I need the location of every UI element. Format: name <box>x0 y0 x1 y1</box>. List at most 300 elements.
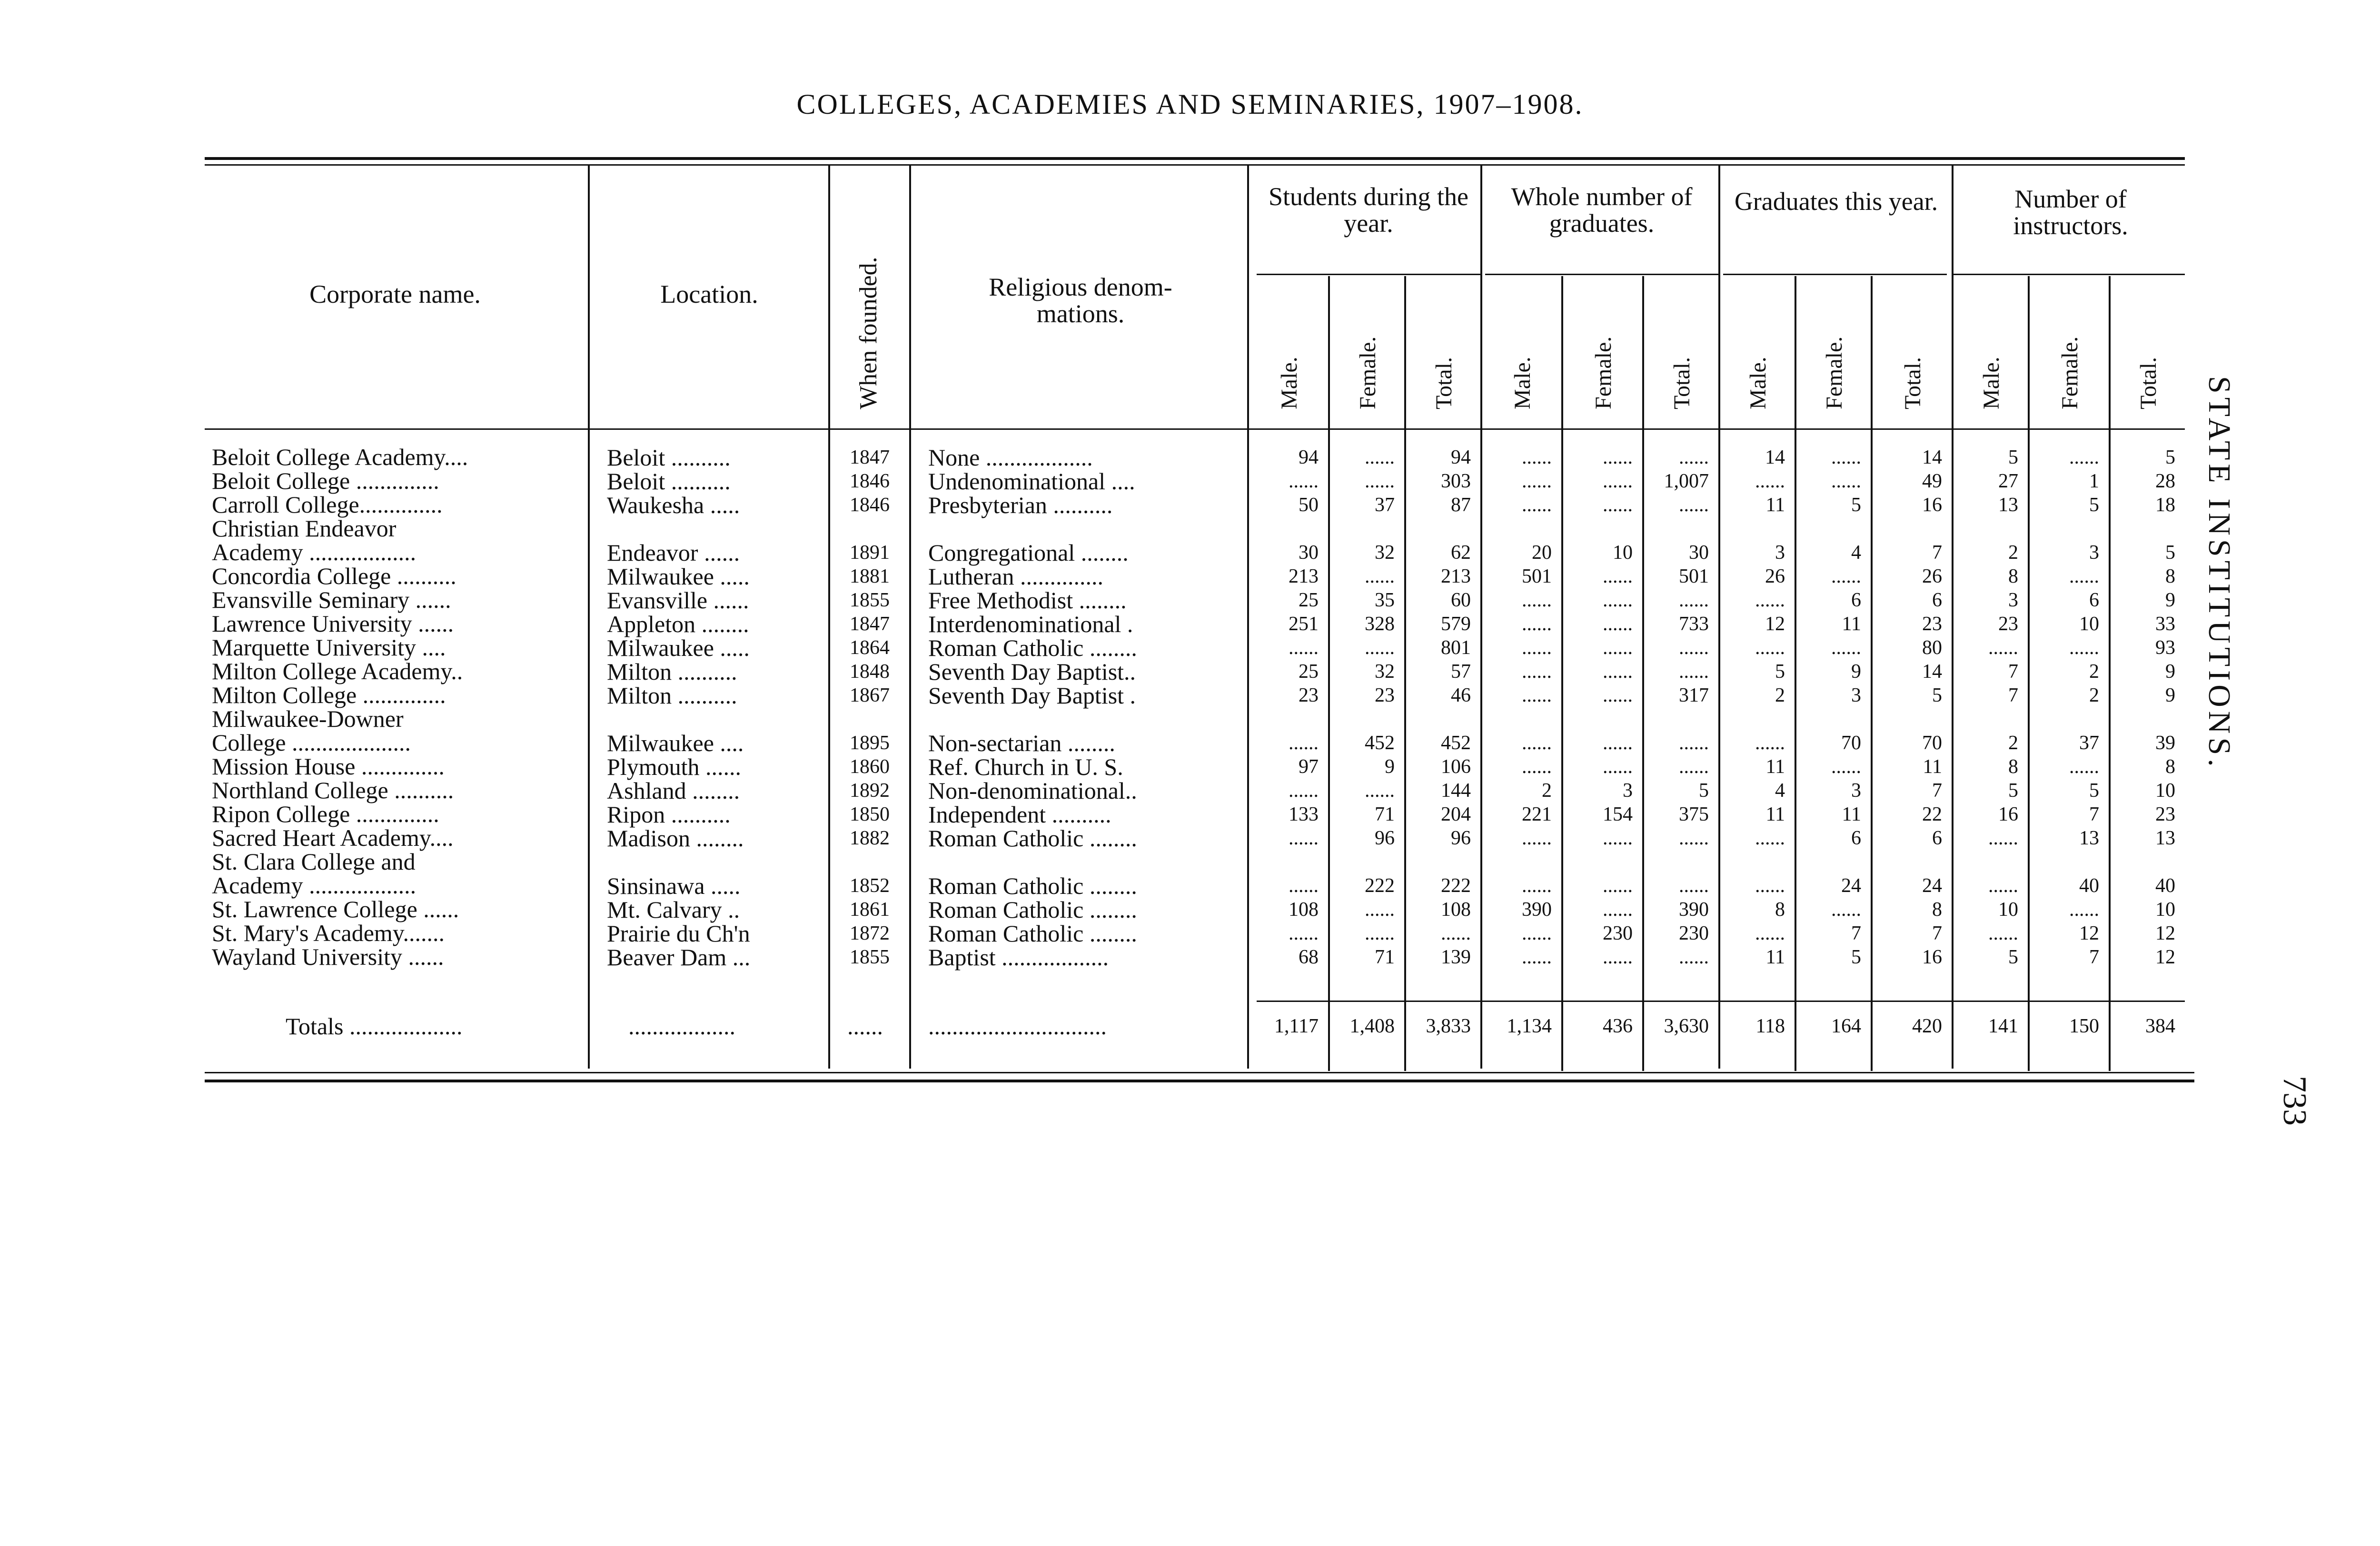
value-cell: 7 <box>2008 684 2018 706</box>
subheader-female: Female. <box>1591 336 1616 409</box>
denomination-cell: Presbyterian .......... <box>928 492 1113 518</box>
value-cell: 50 <box>1299 494 1319 516</box>
corporate-name-cell: Sacred Heart Academy.... <box>212 824 454 851</box>
value-cell: ...... <box>1755 827 1785 849</box>
denomination-cell: Undenominational .... <box>928 468 1135 495</box>
value-cell: ...... <box>1679 494 1709 516</box>
corporate-name-cell: Concordia College .......... <box>212 563 456 589</box>
value-cell: 251 <box>1289 613 1319 635</box>
value-cell: 1,007 <box>1664 470 1709 492</box>
value-cell: 7 <box>1932 922 1942 944</box>
location-cell: Ashland ........ <box>607 777 740 804</box>
corporate-name-cell: Beloit College Academy.... <box>212 444 468 470</box>
value-cell: ...... <box>1603 756 1633 778</box>
value-cell: 213 <box>1441 565 1471 587</box>
value-cell: 32 <box>1375 542 1395 564</box>
value-cell: ...... <box>1603 613 1633 635</box>
founded-cell: 1891 <box>850 542 890 564</box>
corporate-name-cell: St. Mary's Academy....... <box>212 920 445 946</box>
value-cell: 27 <box>1998 470 2018 492</box>
totals-denomination: .............................. <box>928 1013 1107 1040</box>
value-cell: ...... <box>1603 899 1633 921</box>
value-cell: ...... <box>1603 684 1633 706</box>
corporate-name-cell: Milton College Academy.. <box>212 658 463 684</box>
denomination-cell: Roman Catholic ........ <box>928 896 1137 923</box>
value-cell: 46 <box>1451 684 1471 706</box>
value-cell: 108 <box>1441 899 1471 921</box>
header-location: Location. <box>660 280 758 308</box>
value-cell: 57 <box>1451 661 1471 683</box>
value-cell: 5 <box>2008 446 2018 468</box>
denomination-cell: Ref. Church in U. S. <box>928 753 1123 780</box>
header-religious: Religious denom- mations. <box>989 273 1172 328</box>
value-cell: 11 <box>1765 756 1785 778</box>
denomination-cell: Roman Catholic ........ <box>928 920 1137 947</box>
value-cell: ...... <box>1441 922 1471 944</box>
value-cell: 5 <box>2165 542 2175 564</box>
value-cell: 37 <box>1375 494 1395 516</box>
value-cell: 12 <box>2155 922 2175 944</box>
founded-cell: 1867 <box>850 684 890 706</box>
corporate-name-cell: Milton College .............. <box>212 682 446 708</box>
value-cell: 7 <box>2008 661 2018 683</box>
header-graduates-group: Graduates this year. <box>1734 187 1938 216</box>
value-cell: 96 <box>1375 827 1395 849</box>
value-cell: ...... <box>1988 827 2018 849</box>
value-cell: 1 <box>2089 470 2099 492</box>
value-cell: 93 <box>2155 637 2175 659</box>
value-cell: 97 <box>1299 756 1319 778</box>
value-cell: 328 <box>1365 613 1395 635</box>
value-cell: ...... <box>2069 565 2099 587</box>
location-cell: Mt. Calvary .. <box>607 896 740 923</box>
corporate-name-cell: Milwaukee-Downer College .................... <box>212 705 411 756</box>
value-cell: ...... <box>1522 922 1552 944</box>
value-cell: 375 <box>1679 803 1709 825</box>
value-cell: ...... <box>2069 637 2099 659</box>
founded-cell: 1872 <box>850 922 890 944</box>
value-cell: ...... <box>1365 565 1395 587</box>
value-cell: ...... <box>1988 922 2018 944</box>
value-cell: 30 <box>1689 542 1709 564</box>
value-cell: 22 <box>1922 803 1942 825</box>
value-cell: 9 <box>2165 589 2175 611</box>
value-cell: ...... <box>1289 470 1319 492</box>
value-cell: 3 <box>1775 542 1785 564</box>
value-cell: ...... <box>1289 637 1319 659</box>
subheader-total: Total. <box>1669 357 1695 409</box>
value-cell: ...... <box>1755 875 1785 897</box>
value-cell: ...... <box>1988 875 2018 897</box>
value-cell: ...... <box>1831 446 1861 468</box>
total-value-cell: 3,833 <box>1426 1015 1471 1037</box>
founded-cell: 1892 <box>850 780 890 802</box>
founded-cell: 1846 <box>850 470 890 492</box>
value-cell: 16 <box>1922 946 1942 968</box>
total-value-cell: 1,117 <box>1274 1015 1319 1037</box>
subheader-male: Male. <box>1979 357 2004 409</box>
value-cell: ...... <box>1831 470 1861 492</box>
value-cell: 11 <box>1765 494 1785 516</box>
total-value-cell: 436 <box>1603 1015 1633 1037</box>
value-cell: 6 <box>1932 827 1942 849</box>
value-cell: 106 <box>1441 756 1471 778</box>
location-cell: Endeavor ...... <box>607 539 740 566</box>
founded-cell: 1855 <box>850 589 890 611</box>
value-cell: ...... <box>1522 756 1552 778</box>
value-cell: ...... <box>1365 637 1395 659</box>
location-cell: Milton .......... <box>607 682 737 709</box>
value-cell: 32 <box>1375 661 1395 683</box>
location-cell: Waukesha ..... <box>607 492 740 518</box>
value-cell: 733 <box>1679 613 1709 635</box>
value-cell: 501 <box>1522 565 1552 587</box>
value-cell: ...... <box>1365 470 1395 492</box>
value-cell: ...... <box>1679 661 1709 683</box>
value-cell: 5 <box>1851 494 1861 516</box>
value-cell: 70 <box>1841 732 1861 754</box>
value-cell: ...... <box>1755 637 1785 659</box>
value-cell: ...... <box>1603 946 1633 968</box>
header-bottom-rule <box>205 428 2185 430</box>
value-cell: ...... <box>1522 470 1552 492</box>
value-cell: 4 <box>1775 780 1785 802</box>
value-cell: ...... <box>1831 899 1861 921</box>
location-cell: Evansville ...... <box>607 587 749 614</box>
value-cell: ...... <box>1365 922 1395 944</box>
value-cell: 23 <box>1922 613 1942 635</box>
value-cell: 144 <box>1441 780 1471 802</box>
value-cell: 71 <box>1375 803 1395 825</box>
value-cell: ...... <box>1289 827 1319 849</box>
total-value-cell: 1,408 <box>1349 1015 1395 1037</box>
value-cell: 68 <box>1299 946 1319 968</box>
value-cell: 11 <box>1842 803 1861 825</box>
founded-cell: 1846 <box>850 494 890 516</box>
value-cell: ...... <box>1522 946 1552 968</box>
value-cell: 12 <box>2155 946 2175 968</box>
location-cell: Appleton ........ <box>607 611 749 637</box>
subheader-female: Female. <box>1355 336 1380 409</box>
corporate-name-cell: Lawrence University ...... <box>212 610 454 637</box>
denomination-cell: Free Methodist ........ <box>928 587 1127 614</box>
value-cell: 23 <box>1375 684 1395 706</box>
value-cell: 2 <box>2089 661 2099 683</box>
value-cell: ...... <box>1522 875 1552 897</box>
value-cell: 40 <box>2155 875 2175 897</box>
group-rule-instructors <box>1952 274 2185 275</box>
value-cell: 7 <box>1932 780 1942 802</box>
value-cell: 35 <box>1375 589 1395 611</box>
value-cell: 26 <box>1922 565 1942 587</box>
header-whole-graduates-group: Whole number of graduates. <box>1511 182 1693 238</box>
subheader-male: Male. <box>1277 357 1302 409</box>
value-cell: 2 <box>2008 542 2018 564</box>
denomination-cell: Independent .......... <box>928 801 1111 828</box>
denomination-cell: Non-denominational.. <box>928 777 1137 804</box>
total-value-cell: 420 <box>1912 1015 1942 1037</box>
value-cell: 230 <box>1679 922 1709 944</box>
founded-cell: 1848 <box>850 661 890 683</box>
value-cell: 5 <box>2089 780 2099 802</box>
value-cell: 204 <box>1441 803 1471 825</box>
value-cell: 60 <box>1451 589 1471 611</box>
page-number: 733 <box>2276 1076 2313 1126</box>
value-cell: 5 <box>2008 780 2018 802</box>
founded-cell: 1855 <box>850 946 890 968</box>
value-cell: 30 <box>1299 542 1319 564</box>
value-cell: ...... <box>1522 661 1552 683</box>
value-cell: 222 <box>1441 875 1471 897</box>
value-cell: ...... <box>1755 470 1785 492</box>
value-cell: ...... <box>1679 946 1709 968</box>
founded-cell: 1864 <box>850 637 890 659</box>
page-title: COLLEGES, ACADEMIES AND SEMINARIES, 1907–1908. <box>796 89 1584 120</box>
value-cell: 25 <box>1299 661 1319 683</box>
value-cell: 12 <box>2079 922 2099 944</box>
value-cell: ...... <box>1679 446 1709 468</box>
founded-cell: 1847 <box>850 613 890 635</box>
location-cell: Beaver Dam ... <box>607 944 751 971</box>
value-cell: 80 <box>1922 637 1942 659</box>
value-cell: ...... <box>1831 565 1861 587</box>
location-cell: Beloit .......... <box>607 444 731 471</box>
col-divider <box>828 164 830 1069</box>
value-cell: 24 <box>1922 875 1942 897</box>
value-cell: 13 <box>1998 494 2018 516</box>
value-cell: 2 <box>2089 684 2099 706</box>
col-divider <box>588 164 590 1069</box>
denomination-cell: Roman Catholic ........ <box>928 872 1137 899</box>
subheader-total: Total. <box>1431 357 1457 409</box>
value-cell: ...... <box>1289 875 1319 897</box>
value-cell: ...... <box>1365 780 1395 802</box>
value-cell: 26 <box>1765 565 1785 587</box>
value-cell: 7 <box>2089 803 2099 825</box>
value-cell: 96 <box>1451 827 1471 849</box>
value-cell: ...... <box>1603 661 1633 683</box>
value-cell: 23 <box>2155 803 2175 825</box>
value-cell: 16 <box>1998 803 2018 825</box>
group-rule-students <box>1257 274 1480 275</box>
top-rule-thin <box>205 164 2185 166</box>
value-cell: 8 <box>2008 565 2018 587</box>
value-cell: 221 <box>1522 803 1552 825</box>
total-value-cell: 1,134 <box>1507 1015 1552 1037</box>
corporate-name-cell: St. Lawrence College ...... <box>212 896 459 922</box>
value-cell: ...... <box>1522 494 1552 516</box>
value-cell: ...... <box>1679 875 1709 897</box>
value-cell: 222 <box>1365 875 1395 897</box>
location-cell: Sinsinawa ..... <box>607 872 741 899</box>
value-cell: 6 <box>1932 589 1942 611</box>
value-cell: 213 <box>1289 565 1319 587</box>
value-cell: 5 <box>2165 446 2175 468</box>
value-cell: 5 <box>2089 494 2099 516</box>
bottom-rule-thick <box>205 1080 2194 1082</box>
value-cell: 25 <box>1299 589 1319 611</box>
value-cell: ...... <box>1289 780 1319 802</box>
denomination-cell: Non-sectarian ........ <box>928 730 1115 756</box>
value-cell: ...... <box>1522 637 1552 659</box>
value-cell: 37 <box>2079 732 2099 754</box>
location-cell: Milwaukee .... <box>607 730 744 756</box>
value-cell: 28 <box>2155 470 2175 492</box>
location-cell: Plymouth ...... <box>607 753 741 780</box>
value-cell: 801 <box>1441 637 1471 659</box>
value-cell: 390 <box>1522 899 1552 921</box>
corporate-name-cell: Mission House .............. <box>212 753 445 780</box>
value-cell: 452 <box>1365 732 1395 754</box>
value-cell: 5 <box>1775 661 1785 683</box>
corporate-name-cell: Beloit College .............. <box>212 467 439 494</box>
subheader-female: Female. <box>1822 336 1847 409</box>
location-cell: Milton .......... <box>607 658 737 685</box>
value-cell: 9 <box>1385 756 1395 778</box>
total-value-cell: 384 <box>2145 1015 2175 1037</box>
value-cell: 10 <box>1613 542 1633 564</box>
value-cell: ...... <box>1755 732 1785 754</box>
header-students-group: Students during the year. <box>1269 182 1468 238</box>
value-cell: 9 <box>2165 684 2175 706</box>
value-cell: ...... <box>1755 922 1785 944</box>
value-cell: ...... <box>1603 732 1633 754</box>
total-value-cell: 118 <box>1755 1015 1785 1037</box>
value-cell: ...... <box>1522 446 1552 468</box>
value-cell: ...... <box>1365 446 1395 468</box>
total-value-cell: 164 <box>1831 1015 1861 1037</box>
col-divider <box>909 164 911 1069</box>
value-cell: 14 <box>1922 661 1942 683</box>
denomination-cell: Seventh Day Baptist . <box>928 682 1136 709</box>
value-cell: ...... <box>1289 922 1319 944</box>
value-cell: 13 <box>2079 827 2099 849</box>
value-cell: 94 <box>1299 446 1319 468</box>
founded-cell: 1861 <box>850 899 890 921</box>
value-cell: 10 <box>2155 780 2175 802</box>
value-cell: ...... <box>1603 875 1633 897</box>
corporate-name-cell: Northland College .......... <box>212 777 454 803</box>
subheader-male: Male. <box>1745 357 1771 409</box>
value-cell: 94 <box>1451 446 1471 468</box>
value-cell: 62 <box>1451 542 1471 564</box>
value-cell: ...... <box>1522 732 1552 754</box>
value-cell: ...... <box>1289 732 1319 754</box>
corporate-name-cell: Wayland University ...... <box>212 943 444 970</box>
value-cell: ...... <box>2069 446 2099 468</box>
value-cell: 303 <box>1441 470 1471 492</box>
value-cell: ...... <box>1679 732 1709 754</box>
value-cell: 317 <box>1679 684 1709 706</box>
value-cell: 5 <box>1851 946 1861 968</box>
value-cell: ...... <box>1831 756 1861 778</box>
value-cell: 4 <box>1851 542 1861 564</box>
value-cell: ...... <box>1988 637 2018 659</box>
value-cell: 87 <box>1451 494 1471 516</box>
value-cell: 501 <box>1679 565 1709 587</box>
value-cell: 3 <box>1623 780 1633 802</box>
value-cell: 8 <box>2008 756 2018 778</box>
bottom-rule-thin <box>205 1072 2194 1073</box>
value-cell: 5 <box>2008 946 2018 968</box>
value-cell: ...... <box>1755 589 1785 611</box>
corporate-name-cell: Christian Endeavor Academy .................. <box>212 515 416 565</box>
value-cell: ...... <box>2069 756 2099 778</box>
value-cell: 10 <box>2155 899 2175 921</box>
value-cell: 5 <box>1932 684 1942 706</box>
value-cell: 9 <box>1851 661 1861 683</box>
value-cell: 3 <box>1851 780 1861 802</box>
value-cell: ...... <box>1679 637 1709 659</box>
header-when-founded: When founded. <box>855 257 882 409</box>
location-cell: Beloit .......... <box>607 468 731 495</box>
header-instructors-group: Number of instructors. <box>2013 185 2128 240</box>
value-cell: 6 <box>1851 827 1861 849</box>
value-cell: ...... <box>1522 684 1552 706</box>
value-cell: 139 <box>1441 946 1471 968</box>
value-cell: 24 <box>1841 875 1861 897</box>
founded-cell: 1852 <box>850 875 890 897</box>
value-cell: 3 <box>1851 684 1861 706</box>
value-cell: 10 <box>1998 899 2018 921</box>
total-value-cell: 141 <box>1988 1015 2018 1037</box>
value-cell: 7 <box>1932 542 1942 564</box>
value-cell: ...... <box>1522 613 1552 635</box>
value-cell: 33 <box>2155 613 2175 635</box>
value-cell: 108 <box>1289 899 1319 921</box>
value-cell: ...... <box>1679 827 1709 849</box>
value-cell: 13 <box>2155 827 2175 849</box>
subheader-female: Female. <box>2057 336 2082 409</box>
value-cell: 12 <box>1765 613 1785 635</box>
total-value-cell: 150 <box>2069 1015 2099 1037</box>
value-cell: 579 <box>1441 613 1471 635</box>
corporate-name-cell: St. Clara College and Academy .................. <box>212 848 416 899</box>
value-cell: ...... <box>1522 827 1552 849</box>
totals-label: Totals ................... <box>286 1013 463 1040</box>
value-cell: 14 <box>1765 446 1785 468</box>
value-cell: ...... <box>1679 756 1709 778</box>
value-cell: ...... <box>1603 565 1633 587</box>
value-cell: 9 <box>2165 661 2175 683</box>
totals-founded: ...... <box>847 1013 883 1040</box>
corporate-name-cell: Carroll College.............. <box>212 491 443 518</box>
value-cell: 14 <box>1922 446 1942 468</box>
value-cell: 11 <box>1923 756 1942 778</box>
value-cell: 16 <box>1922 494 1942 516</box>
denomination-cell: Interdenominational . <box>928 611 1133 637</box>
location-cell: Milwaukee ..... <box>607 634 750 661</box>
corporate-name-cell: Ripon College .............. <box>212 801 439 827</box>
value-cell: ...... <box>1603 446 1633 468</box>
value-cell: 11 <box>1765 803 1785 825</box>
value-cell: 18 <box>2155 494 2175 516</box>
subheader-male: Male. <box>1510 357 1535 409</box>
value-cell: 8 <box>1775 899 1785 921</box>
denomination-cell: Seventh Day Baptist.. <box>928 658 1136 685</box>
value-cell: 11 <box>1842 613 1861 635</box>
value-cell: 133 <box>1289 803 1319 825</box>
value-cell: ...... <box>1603 827 1633 849</box>
location-cell: Madison ........ <box>607 825 744 852</box>
corporate-name-cell: Evansville Seminary ...... <box>212 586 451 613</box>
denomination-cell: Congregational ........ <box>928 539 1129 566</box>
value-cell: ...... <box>1603 470 1633 492</box>
denomination-cell: None .................. <box>928 444 1093 471</box>
subheader-total: Total. <box>1900 357 1925 409</box>
value-cell: 2 <box>1775 684 1785 706</box>
totals-location: .................. <box>628 1013 735 1040</box>
